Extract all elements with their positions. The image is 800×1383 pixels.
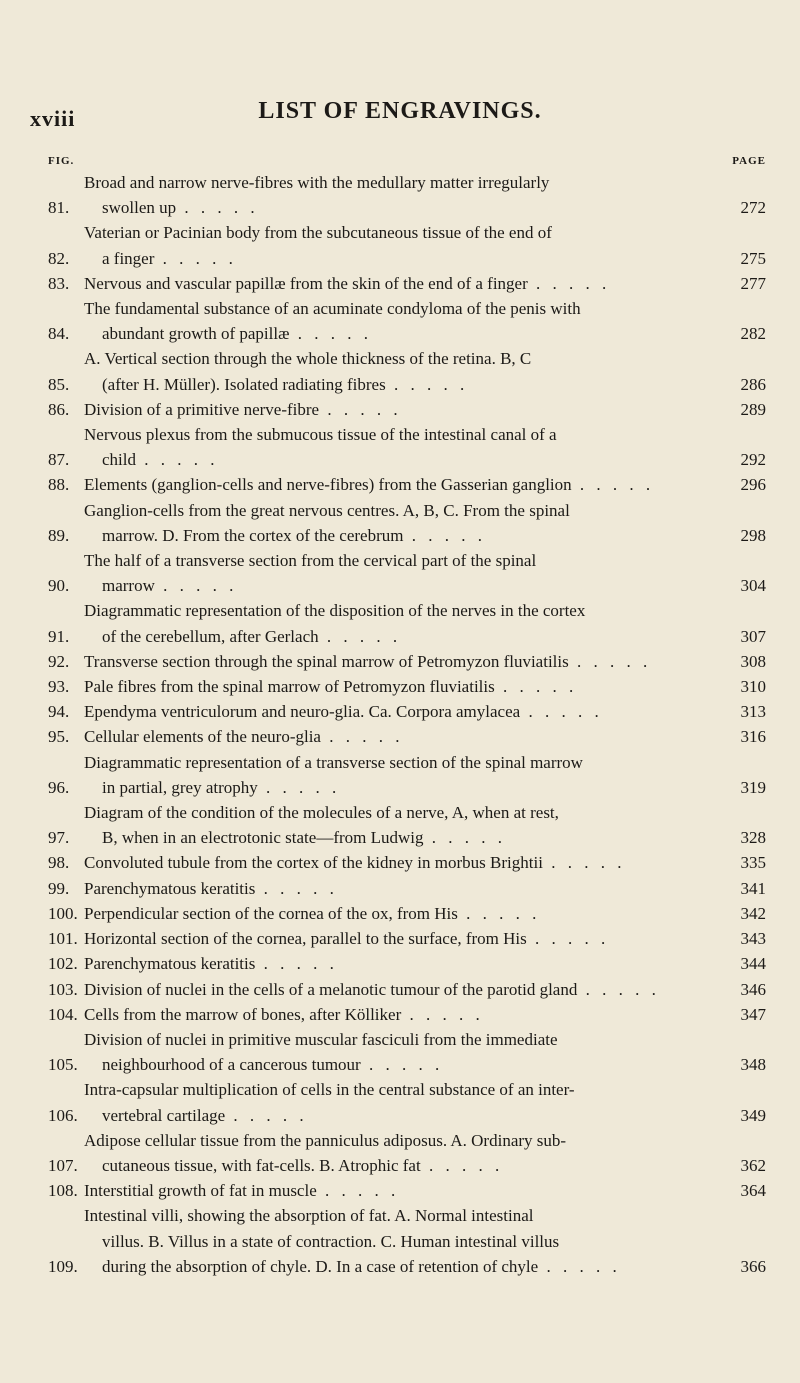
figure-number: 82. — [48, 248, 70, 268]
running-title: LIST OF ENGRAVINGS. — [258, 98, 542, 124]
figure-number: 103. — [48, 979, 78, 999]
description-line: Intra-capsular multiplication of cells in the central substance of an inter- — [84, 1080, 575, 1100]
figure-number: 96. — [48, 777, 70, 797]
description-line: in partial, grey atrophy . . . . . — [102, 777, 341, 797]
page-number: 364 — [740, 1181, 766, 1201]
list-item — [48, 1203, 766, 1279]
description-line: Broad and narrow nerve-fibres with the medullary matter irregularly — [84, 173, 550, 192]
page-number: 292 — [740, 450, 766, 470]
list-item — [48, 699, 766, 724]
figure-number: 102. — [48, 954, 78, 974]
figure-description — [80, 498, 726, 548]
list-item — [48, 271, 766, 296]
figure-number: 109. — [48, 1256, 78, 1276]
description-line: Division of nuclei in primitive muscular fasciculi from the immediate — [84, 1029, 558, 1049]
figure-description — [80, 876, 726, 901]
list-item — [48, 1128, 766, 1178]
figure-number: 100. — [48, 903, 78, 923]
figure-description — [80, 699, 726, 724]
figure-number: 107. — [48, 1155, 78, 1175]
page-number: 308 — [740, 651, 766, 671]
page-number: 304 — [740, 576, 766, 596]
list-item — [48, 850, 766, 875]
list-item — [48, 926, 766, 951]
page-number: 282 — [740, 324, 766, 344]
description-line: Adipose cellular tissue from the panniculus adiposus. A. Ordinary sub- — [84, 1130, 567, 1150]
list-item — [48, 498, 766, 548]
figure-number: 81. — [48, 198, 70, 218]
list-item — [48, 422, 766, 472]
engravings-list — [48, 170, 766, 1279]
figure-number: 88. — [48, 475, 70, 495]
description-line: Division of nuclei in the cells of a melanotic tumour of the parotid gland . . . . . — [84, 979, 660, 999]
fig-column-heading: FIG. — [48, 155, 75, 167]
figure-number: 89. — [48, 525, 70, 545]
description-line: B, when in an electrotonic state—from Ludwig . . . . . — [102, 828, 506, 848]
figure-number: 91. — [48, 626, 70, 646]
list-item — [48, 346, 766, 396]
list-item — [48, 296, 766, 346]
figure-description — [80, 1077, 726, 1127]
description-line: Nervous plexus from the submucous tissue of the intestinal canal of a — [84, 425, 557, 445]
page-number: 343 — [740, 929, 766, 949]
figure-number: 108. — [48, 1181, 78, 1201]
figure-number: 101. — [48, 929, 78, 949]
figure-description — [80, 1002, 726, 1027]
list-item — [48, 472, 766, 497]
page-header — [0, 98, 800, 138]
page-number: 275 — [740, 248, 766, 268]
description-line: child . . . . . — [102, 450, 219, 470]
list-item — [48, 724, 766, 749]
list-item — [48, 800, 766, 850]
page-number: 328 — [740, 828, 766, 848]
figure-description — [80, 472, 726, 497]
description-line: Pale fibres from the spinal marrow of Petromyzon fluviatilis . . . . . — [84, 677, 578, 697]
description-line: Diagram of the condition of the molecules of a nerve, A, when at rest, — [84, 803, 559, 823]
description-line: Vaterian or Pacinian body from the subcutaneous tissue of the end of — [84, 223, 552, 243]
figure-number: 93. — [48, 677, 70, 697]
figure-description — [80, 951, 726, 976]
figure-description — [80, 1178, 726, 1203]
figure-description — [80, 977, 726, 1002]
page-number: 289 — [740, 399, 766, 419]
description-line: cutaneous tissue, with fat-cells. B. Atrophic fat . . . . . — [102, 1155, 504, 1175]
figure-description — [80, 1203, 726, 1279]
description-line: Ganglion-cells from the great nervous centres. A, B, C. From the spinal — [84, 500, 570, 520]
description-line: Diagrammatic representation of the disposition of the nerves in the cortex — [84, 601, 586, 621]
list-item — [48, 674, 766, 699]
description-line: marrow. D. From the cortex of the cerebrum . . . . . — [102, 525, 486, 545]
description-line: Division of a primitive nerve-fibre . . . . . — [84, 399, 402, 419]
figure-description — [80, 674, 726, 699]
page-number: 313 — [740, 702, 766, 722]
figure-number: 97. — [48, 828, 70, 848]
list-item — [48, 397, 766, 422]
description-line: Nervous and vascular papillæ from the skin of the end of a finger . . . . . — [84, 273, 611, 293]
page-number: 310 — [740, 677, 766, 697]
description-line: Convoluted tubule from the cortex of the kidney in morbus Brightii . . . . . — [84, 853, 626, 873]
page-number: 342 — [740, 903, 766, 923]
page-number: 286 — [740, 374, 766, 394]
description-line: The fundamental substance of an acuminate condyloma of the penis with — [84, 299, 581, 319]
list-item — [48, 1027, 766, 1077]
page-number: 349 — [740, 1105, 766, 1125]
page-number: 347 — [740, 1004, 766, 1024]
description-line: a finger . . . . . — [102, 248, 237, 268]
page-number: 344 — [740, 954, 766, 974]
description-line: Elements (ganglion-cells and nerve-fibres) from the Gasserian ganglion . . . . . — [84, 475, 655, 495]
page-number: 346 — [740, 979, 766, 999]
figure-number: 87. — [48, 450, 70, 470]
figure-description — [80, 170, 726, 220]
page-number: 307 — [740, 626, 766, 646]
list-item — [48, 876, 766, 901]
page-number: 277 — [740, 273, 766, 293]
figure-number: 85. — [48, 374, 70, 394]
figure-number: 104. — [48, 1004, 78, 1024]
figure-description — [80, 422, 726, 472]
figure-description — [80, 1027, 726, 1077]
figure-number: 106. — [48, 1105, 78, 1125]
figure-description — [80, 346, 726, 396]
description-line: during the absorption of chyle. D. In a case of retention of chyle . . . . . — [102, 1256, 621, 1276]
description-line: Cellular elements of the neuro-glia . . . . . — [84, 727, 404, 747]
page-number: 319 — [740, 777, 766, 797]
figure-description — [80, 750, 726, 800]
list-item — [48, 977, 766, 1002]
figure-description — [80, 800, 726, 850]
figure-number: 83. — [48, 273, 70, 293]
list-item — [48, 1178, 766, 1203]
description-line: (after H. Müller). Isolated radiating fibres . . . . . — [102, 374, 469, 394]
figure-number: 90. — [48, 576, 70, 596]
figure-number: 94. — [48, 702, 70, 722]
figure-number: 95. — [48, 727, 70, 747]
description-line: Intestinal villi, showing the absorption of fat. A. Normal intestinal — [84, 1206, 534, 1226]
list-item — [48, 548, 766, 598]
page-number: 296 — [740, 475, 766, 495]
description-line: Cells from the marrow of bones, after Kölliker . . . . . — [84, 1004, 484, 1024]
description-line: of the cerebellum, after Gerlach . . . . . — [102, 626, 402, 646]
description-line: Parenchymatous keratitis . . . . . — [84, 878, 338, 898]
description-line: Transverse section through the spinal marrow of Petromyzon fluviatilis . . . . . — [84, 651, 652, 671]
description-line: The half of a transverse section from the cervical part of the spinal — [84, 551, 537, 571]
column-headings — [48, 155, 766, 171]
figure-number: 86. — [48, 399, 70, 419]
list-item — [48, 951, 766, 976]
page-column-heading: PAGE — [732, 155, 766, 167]
list-item — [48, 1077, 766, 1127]
list-item — [48, 220, 766, 270]
figure-number: 84. — [48, 324, 70, 344]
list-item — [48, 598, 766, 648]
figure-description — [80, 901, 726, 926]
figure-description — [80, 850, 726, 875]
description-line: Diagrammatic representation of a transverse section of the spinal marrow — [84, 752, 583, 772]
page-number: 272 — [740, 198, 766, 218]
list-item — [48, 750, 766, 800]
description-line: Parenchymatous keratitis . . . . . — [84, 954, 338, 974]
list-item — [48, 1002, 766, 1027]
figure-description — [80, 296, 726, 346]
description-line: A. Vertical section through the whole thickness of the retina. B, C — [84, 349, 532, 369]
list-item — [48, 170, 766, 220]
page-number: 316 — [740, 727, 766, 747]
folio-number: xviii — [30, 106, 76, 131]
page-number: 366 — [740, 1256, 766, 1276]
page-number: 341 — [740, 878, 766, 898]
page-number: 335 — [740, 853, 766, 873]
page-number: 298 — [740, 525, 766, 545]
description-line: neighbourhood of a cancerous tumour . . . . . — [102, 1055, 444, 1075]
figure-description — [80, 548, 726, 598]
list-item — [48, 649, 766, 674]
description-line: abundant growth of papillæ . . . . . — [102, 324, 372, 344]
description-line: marrow . . . . . — [102, 576, 238, 596]
figure-description — [80, 271, 726, 296]
list-item — [48, 901, 766, 926]
page-number: 348 — [740, 1055, 766, 1075]
figure-number: 98. — [48, 853, 70, 873]
figure-description — [80, 649, 726, 674]
figure-number: 99. — [48, 878, 70, 898]
page-number: 362 — [740, 1155, 766, 1175]
description-line: vertebral cartilage . . . . . — [102, 1105, 308, 1125]
figure-number: 92. — [48, 651, 70, 671]
figure-description — [80, 724, 726, 749]
figure-description — [80, 397, 726, 422]
description-line: Perpendicular section of the cornea of the ox, from His . . . . . — [84, 903, 541, 923]
figure-number: 105. — [48, 1055, 78, 1075]
figure-description — [80, 926, 726, 951]
figure-description — [80, 220, 726, 270]
figure-description — [80, 598, 726, 648]
figure-description — [80, 1128, 726, 1178]
description-line: Horizontal section of the cornea, parallel to the surface, from His . . . . . — [84, 929, 610, 949]
description-line: villus. B. Villus in a state of contraction. C. Human intestinal villus — [102, 1231, 560, 1251]
description-line: Ependyma ventriculorum and neuro-glia. Ca. Corpora amylacea . . . . . — [84, 702, 603, 722]
description-line: swollen up . . . . . — [102, 198, 259, 218]
description-line: Interstitial growth of fat in muscle . . . . . — [84, 1181, 400, 1201]
